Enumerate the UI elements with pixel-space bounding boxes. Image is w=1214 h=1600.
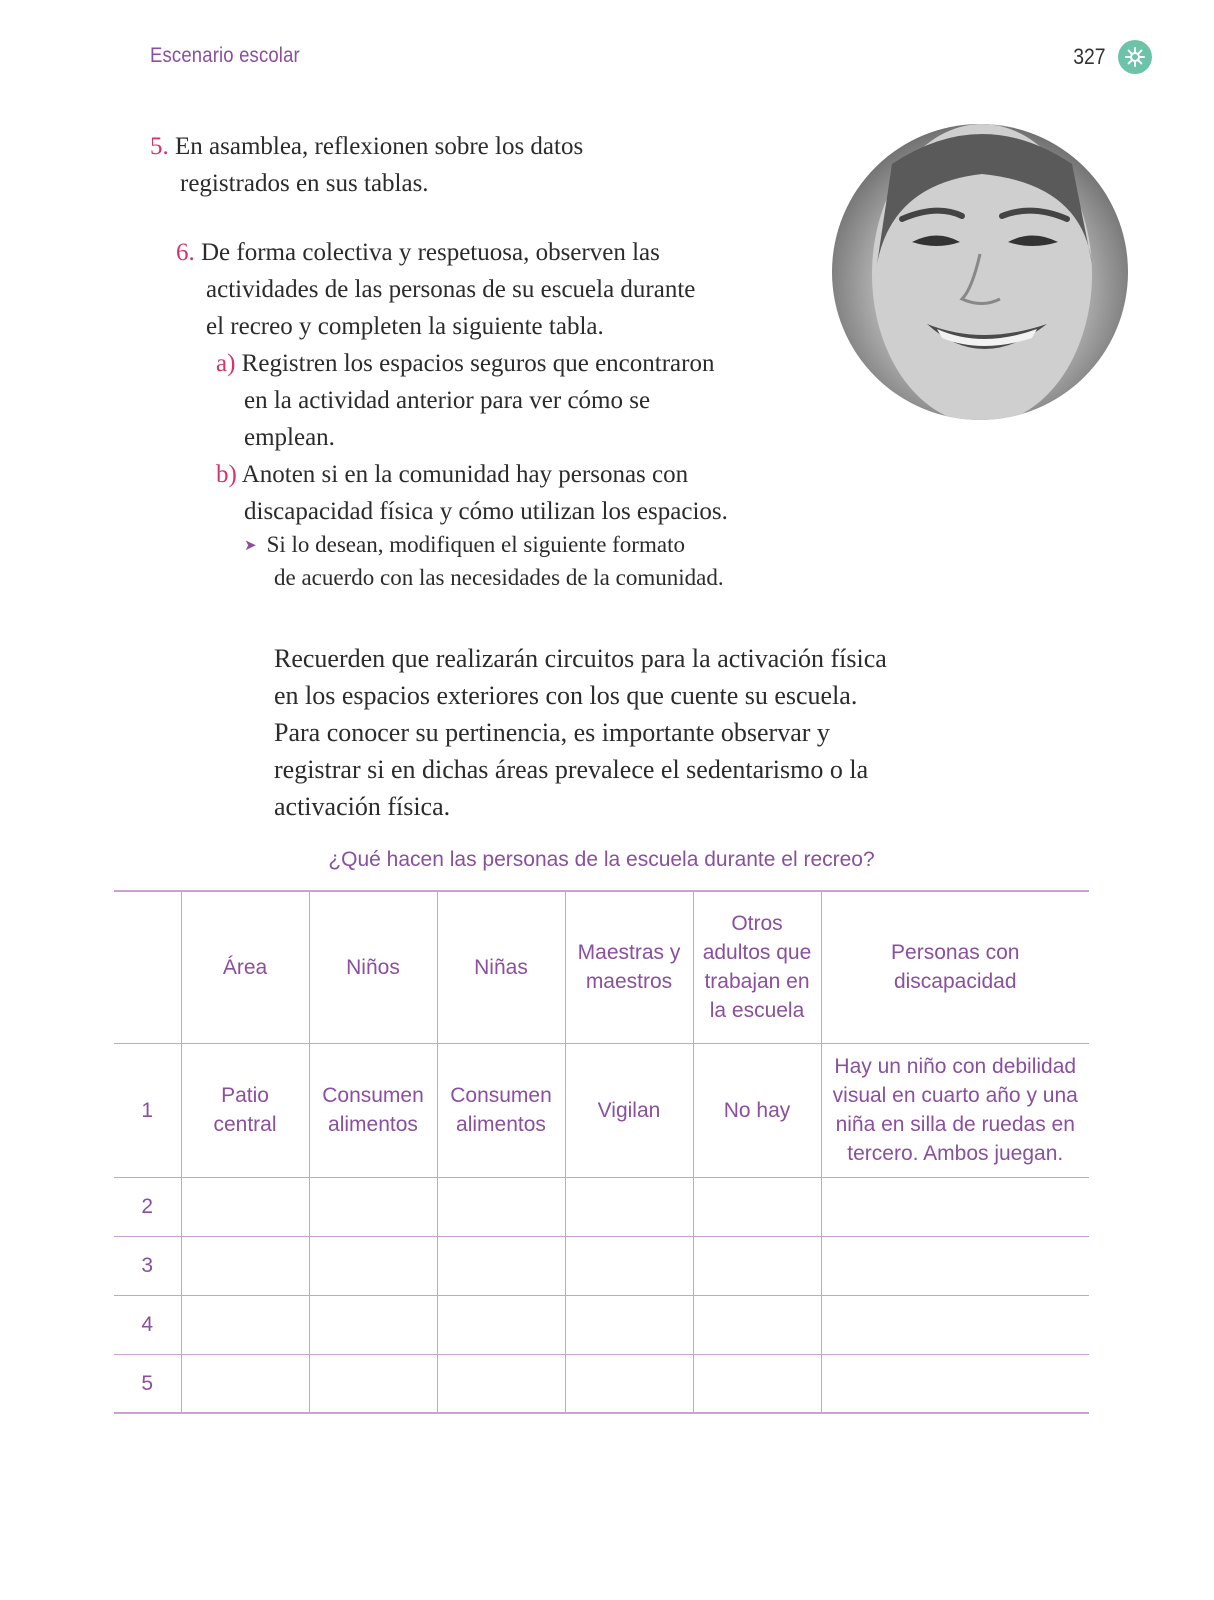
table-cell[interactable] [821,1354,1089,1413]
table-row [114,1043,1089,1177]
table-cell[interactable]: Hay un niño con debilidad visual en cuarto año y una niña en silla de ruedas en tercero. Ambos juegan. [821,1043,1089,1177]
subitem-b-line2: discapacidad física y cómo utilizan los espacios. [244,498,728,525]
table-cell[interactable] [565,1177,693,1236]
bullet-item [244,528,685,563]
table-row [114,1177,1089,1236]
table-cell[interactable] [309,1177,437,1236]
table-cell[interactable] [437,1177,565,1236]
item-text: En asamblea, reflexionen sobre los datos [175,133,584,160]
table-cell[interactable] [565,1295,693,1354]
subitem-a-line2: en la actividad anterior para ver cómo se [244,387,651,414]
note-line: Para conocer su pertinencia, es importante observar y [274,718,830,747]
header-otros-adultos: Otros adultos que trabajan en la escuela [693,891,821,1043]
table-cell[interactable] [181,1354,309,1413]
subitem-letter: b) [216,461,237,488]
item-text: De forma colectiva y respetuosa, observen las [201,239,660,266]
header-cell-empty [114,891,181,1043]
table-cell[interactable] [437,1354,565,1413]
gear-icon [1118,40,1152,74]
page-header-right [1071,40,1152,74]
table-row [114,1354,1089,1413]
row-number: 2 [114,1177,181,1236]
table-cell[interactable] [181,1177,309,1236]
bullet-item-line2: de acuerdo con las necesidades de la comunidad. [274,565,724,590]
subitem-letter: a) [216,350,236,377]
table-cell[interactable] [181,1236,309,1295]
table-cell[interactable] [565,1354,693,1413]
item-6-line2: actividades de las personas de su escuela durante [206,276,696,303]
item-number: 5. [150,133,169,160]
note-paragraph [274,640,914,825]
table-cell[interactable] [437,1295,565,1354]
note-line: activación física. [274,792,451,821]
table-cell[interactable] [309,1236,437,1295]
row-number: 5 [114,1354,181,1413]
row-number: 3 [114,1236,181,1295]
child-portrait-photo [832,124,1128,420]
arrow-bullet-icon: ➤ [244,538,257,555]
subitem-a-line3: emplean. [244,424,335,451]
header-discapacidad: Personas con discapacidad [821,891,1089,1043]
subitem-text: Anoten si en la comunidad hay personas con [241,461,689,488]
subitem-text: Registren los espacios seguros que encontraron [241,350,715,377]
activity-table [114,890,1089,1414]
subitem-b [216,456,688,493]
item-6-line3: el recreo y completen la siguiente tabla. [206,313,604,340]
table-cell[interactable] [181,1295,309,1354]
table-row [114,1295,1089,1354]
table-cell[interactable]: Vigilan [565,1043,693,1177]
table-header-row [114,891,1089,1043]
item-number: 6. [176,239,195,266]
table-cell[interactable] [693,1236,821,1295]
page-number: 327 [1073,44,1106,69]
header-ninas: Niñas [437,891,565,1043]
table-row [114,1236,1089,1295]
table-cell[interactable] [693,1177,821,1236]
note-line: registrar si en dichas áreas prevalece el sedentarismo o la [274,755,869,784]
table-cell[interactable]: Consumen alimentos [437,1043,565,1177]
table-cell[interactable] [693,1354,821,1413]
row-number: 4 [114,1295,181,1354]
bullet-text: Si lo desean, modifiquen el siguiente formato [266,532,685,557]
note-line: Recuerden que realizarán circuitos para la activación física [274,644,887,673]
subitem-a [216,345,714,382]
item-6 [176,234,660,271]
row-number: 1 [114,1043,181,1177]
item-5 [150,128,583,165]
table-cell[interactable] [693,1295,821,1354]
table-cell[interactable] [821,1295,1089,1354]
note-line: en los espacios exteriores con los que cuente su escuela. [274,681,858,710]
table-cell[interactable] [437,1236,565,1295]
table-cell[interactable] [309,1295,437,1354]
table-cell[interactable]: Consumen alimentos [309,1043,437,1177]
header-area: Área [181,891,309,1043]
table-cell[interactable]: Patio central [181,1043,309,1177]
header-maestras: Maestras y maestros [565,891,693,1043]
table-cell[interactable] [565,1236,693,1295]
table-cell[interactable] [309,1354,437,1413]
header-ninos: Niños [309,891,437,1043]
table-cell[interactable]: No hay [693,1043,821,1177]
section-title: Escenario escolar [150,44,300,67]
table-caption: ¿Qué hacen las personas de la escuela durante el recreo? [328,848,875,871]
table-cell[interactable] [821,1177,1089,1236]
item-5-line2: registrados en sus tablas. [180,170,429,197]
table-cell[interactable] [821,1236,1089,1295]
